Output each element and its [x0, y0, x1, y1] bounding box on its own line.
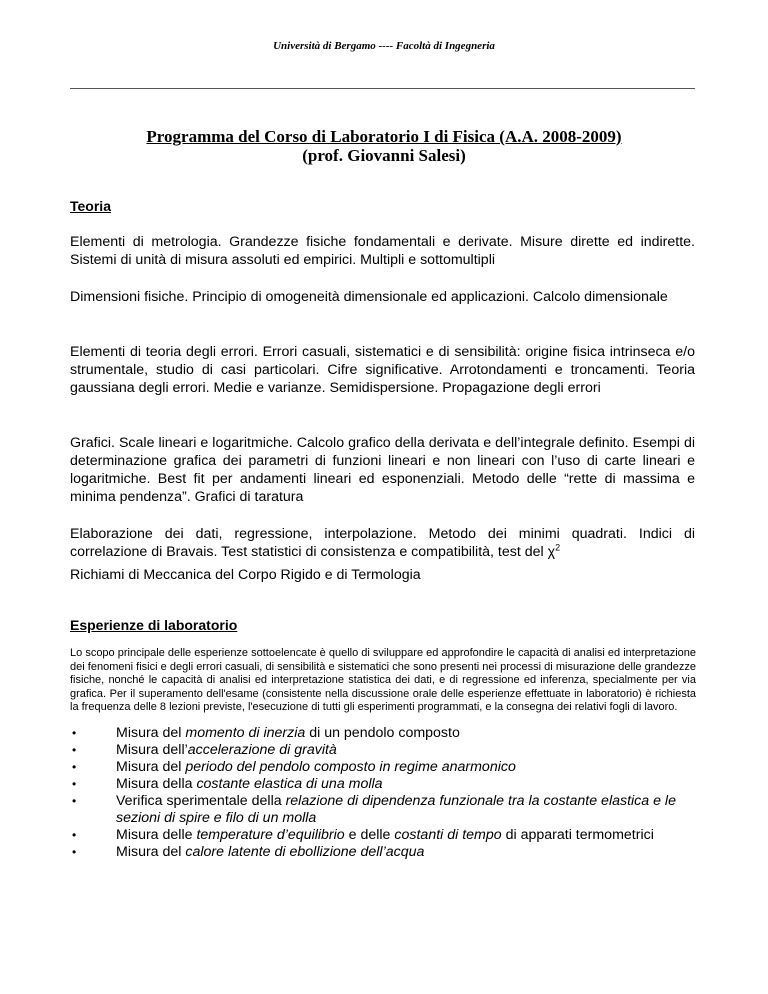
bullet-icon: •	[72, 828, 77, 842]
chi-square-exponent: 2	[555, 542, 561, 553]
item-text: Misura delle	[116, 827, 197, 843]
teoria-paragraph-6: Richiami di Meccanica del Corpo Rigido e di Termologia	[70, 567, 421, 583]
item-text: di un pendolo composto	[305, 725, 460, 741]
header-divider	[70, 88, 695, 89]
bullet-icon: •	[72, 777, 77, 791]
bullet-icon: •	[72, 726, 77, 740]
item-text: Verifica sperimentale della	[116, 793, 286, 809]
item-emphasis: relazione di dipendenza funzionale tra la costante elastica e le sezioni di spire e filo di un molla	[116, 793, 676, 826]
item-text: Misura della	[116, 776, 197, 792]
list-item	[70, 742, 700, 759]
list-item	[70, 725, 700, 742]
list-item	[70, 776, 700, 793]
list-item	[70, 827, 700, 844]
bullet-icon: •	[72, 794, 77, 808]
item-emphasis: costanti di tempo	[394, 827, 502, 843]
item-emphasis: temperature d’equilibrio	[196, 827, 345, 843]
bullet-icon: •	[72, 845, 77, 859]
section-heading-esperienze: Esperienze di laboratorio	[70, 617, 238, 633]
item-text: di apparati termometrici	[501, 827, 654, 843]
item-text: e delle	[344, 827, 395, 843]
item-text: Misura dell’	[116, 742, 188, 758]
teoria-paragraph-4: Grafici. Scale lineari e logaritmiche. Calcolo grafico della derivata e dell’integrale definito. Esempi di determinazione grafica dei parametri di funzioni lineari e non lineari con l’uso di carte lineari e logaritmiche. Best fit per andamenti lineari ed esponenziali. Metodo delle “rette di massima e minima pendenza”. Grafici di taratura	[70, 435, 695, 505]
item-emphasis: momento di inerzia	[185, 725, 306, 741]
experiments-list	[70, 725, 700, 861]
teoria-paragraph-1: Elementi di metrologia. Grandezze fisiche fondamentali e derivate. Misure dirette ed indirette. Sistemi di unità di misura assoluti ed empirici. Multipli e sottomultipli	[70, 234, 695, 268]
page-header: Università di Bergamo ---- Facoltà di Ingegneria	[273, 40, 495, 52]
item-text: Misura del	[116, 844, 186, 860]
item-emphasis: periodo del pendolo composto in regime anarmonico	[185, 759, 516, 775]
item-emphasis: costante elastica di una molla	[196, 776, 383, 792]
item-text: Misura del	[116, 759, 186, 775]
title-line-2: (prof. Giovanni Salesi)	[302, 146, 466, 165]
list-item	[70, 793, 700, 827]
teoria-paragraph-5	[70, 525, 695, 561]
list-item	[70, 759, 700, 776]
document-title	[0, 127, 768, 165]
teoria-paragraph-2: Dimensioni fisiche. Principio di omogeneità dimensionale ed applicazioni. Calcolo dimensionale	[70, 289, 668, 305]
teoria-paragraph-3: Elementi di teoria degli errori. Errori casuali, sistematici e di sensibilità: origine fisica intrinseca e/o strumentale, studio di casi particolari. Cifre significative. Arrotondamenti e troncamenti. Teoria gaussiana degli errori. Medie e varianze. Semidispersione. Propagazione degli errori	[70, 344, 695, 396]
bullet-icon: •	[72, 743, 77, 757]
item-text: Misura del	[116, 725, 186, 741]
item-emphasis: accelerazione di gravità	[187, 742, 337, 758]
title-line-1: Programma del Corso di Laboratorio I di Fisica (A.A. 2008-2009)	[146, 127, 622, 146]
esperienze-intro: Lo scopo principale delle esperienze sottoelencate è quello di sviluppare ed approfondire le capacità di analisi ed interpretazione dei fenomeni fisici e degli errori casuali, di sensibilità e sistematici che sono presenti nei processi di misurazione delle grandezze fisiche, nonché le capacità di analisi ed interpretazione statistica dei dati, e di regressione ed inferenza, specialmente per via grafica. Per il superamento dell'esame (consistente nella discussione orale delle esperienze effettuate in laboratorio) è richiesta la frequenza delle 8 lezioni previste, l'esecuzione di tutti gli esperimenti programmati, e la consegna dei relativi fogli di lavoro.	[70, 647, 696, 714]
list-item	[70, 844, 700, 861]
item-emphasis: calore latente di ebollizione dell’acqua	[185, 844, 425, 860]
section-heading-teoria: Teoria	[70, 198, 111, 214]
bullet-icon: •	[72, 760, 77, 774]
teoria-paragraph-5-text: Elaborazione dei dati, regressione, interpolazione. Metodo dei minimi quadrati. Indici di correlazione di Bravais. Test statistici di consistenza e compatibilità, test del χ	[70, 526, 695, 560]
